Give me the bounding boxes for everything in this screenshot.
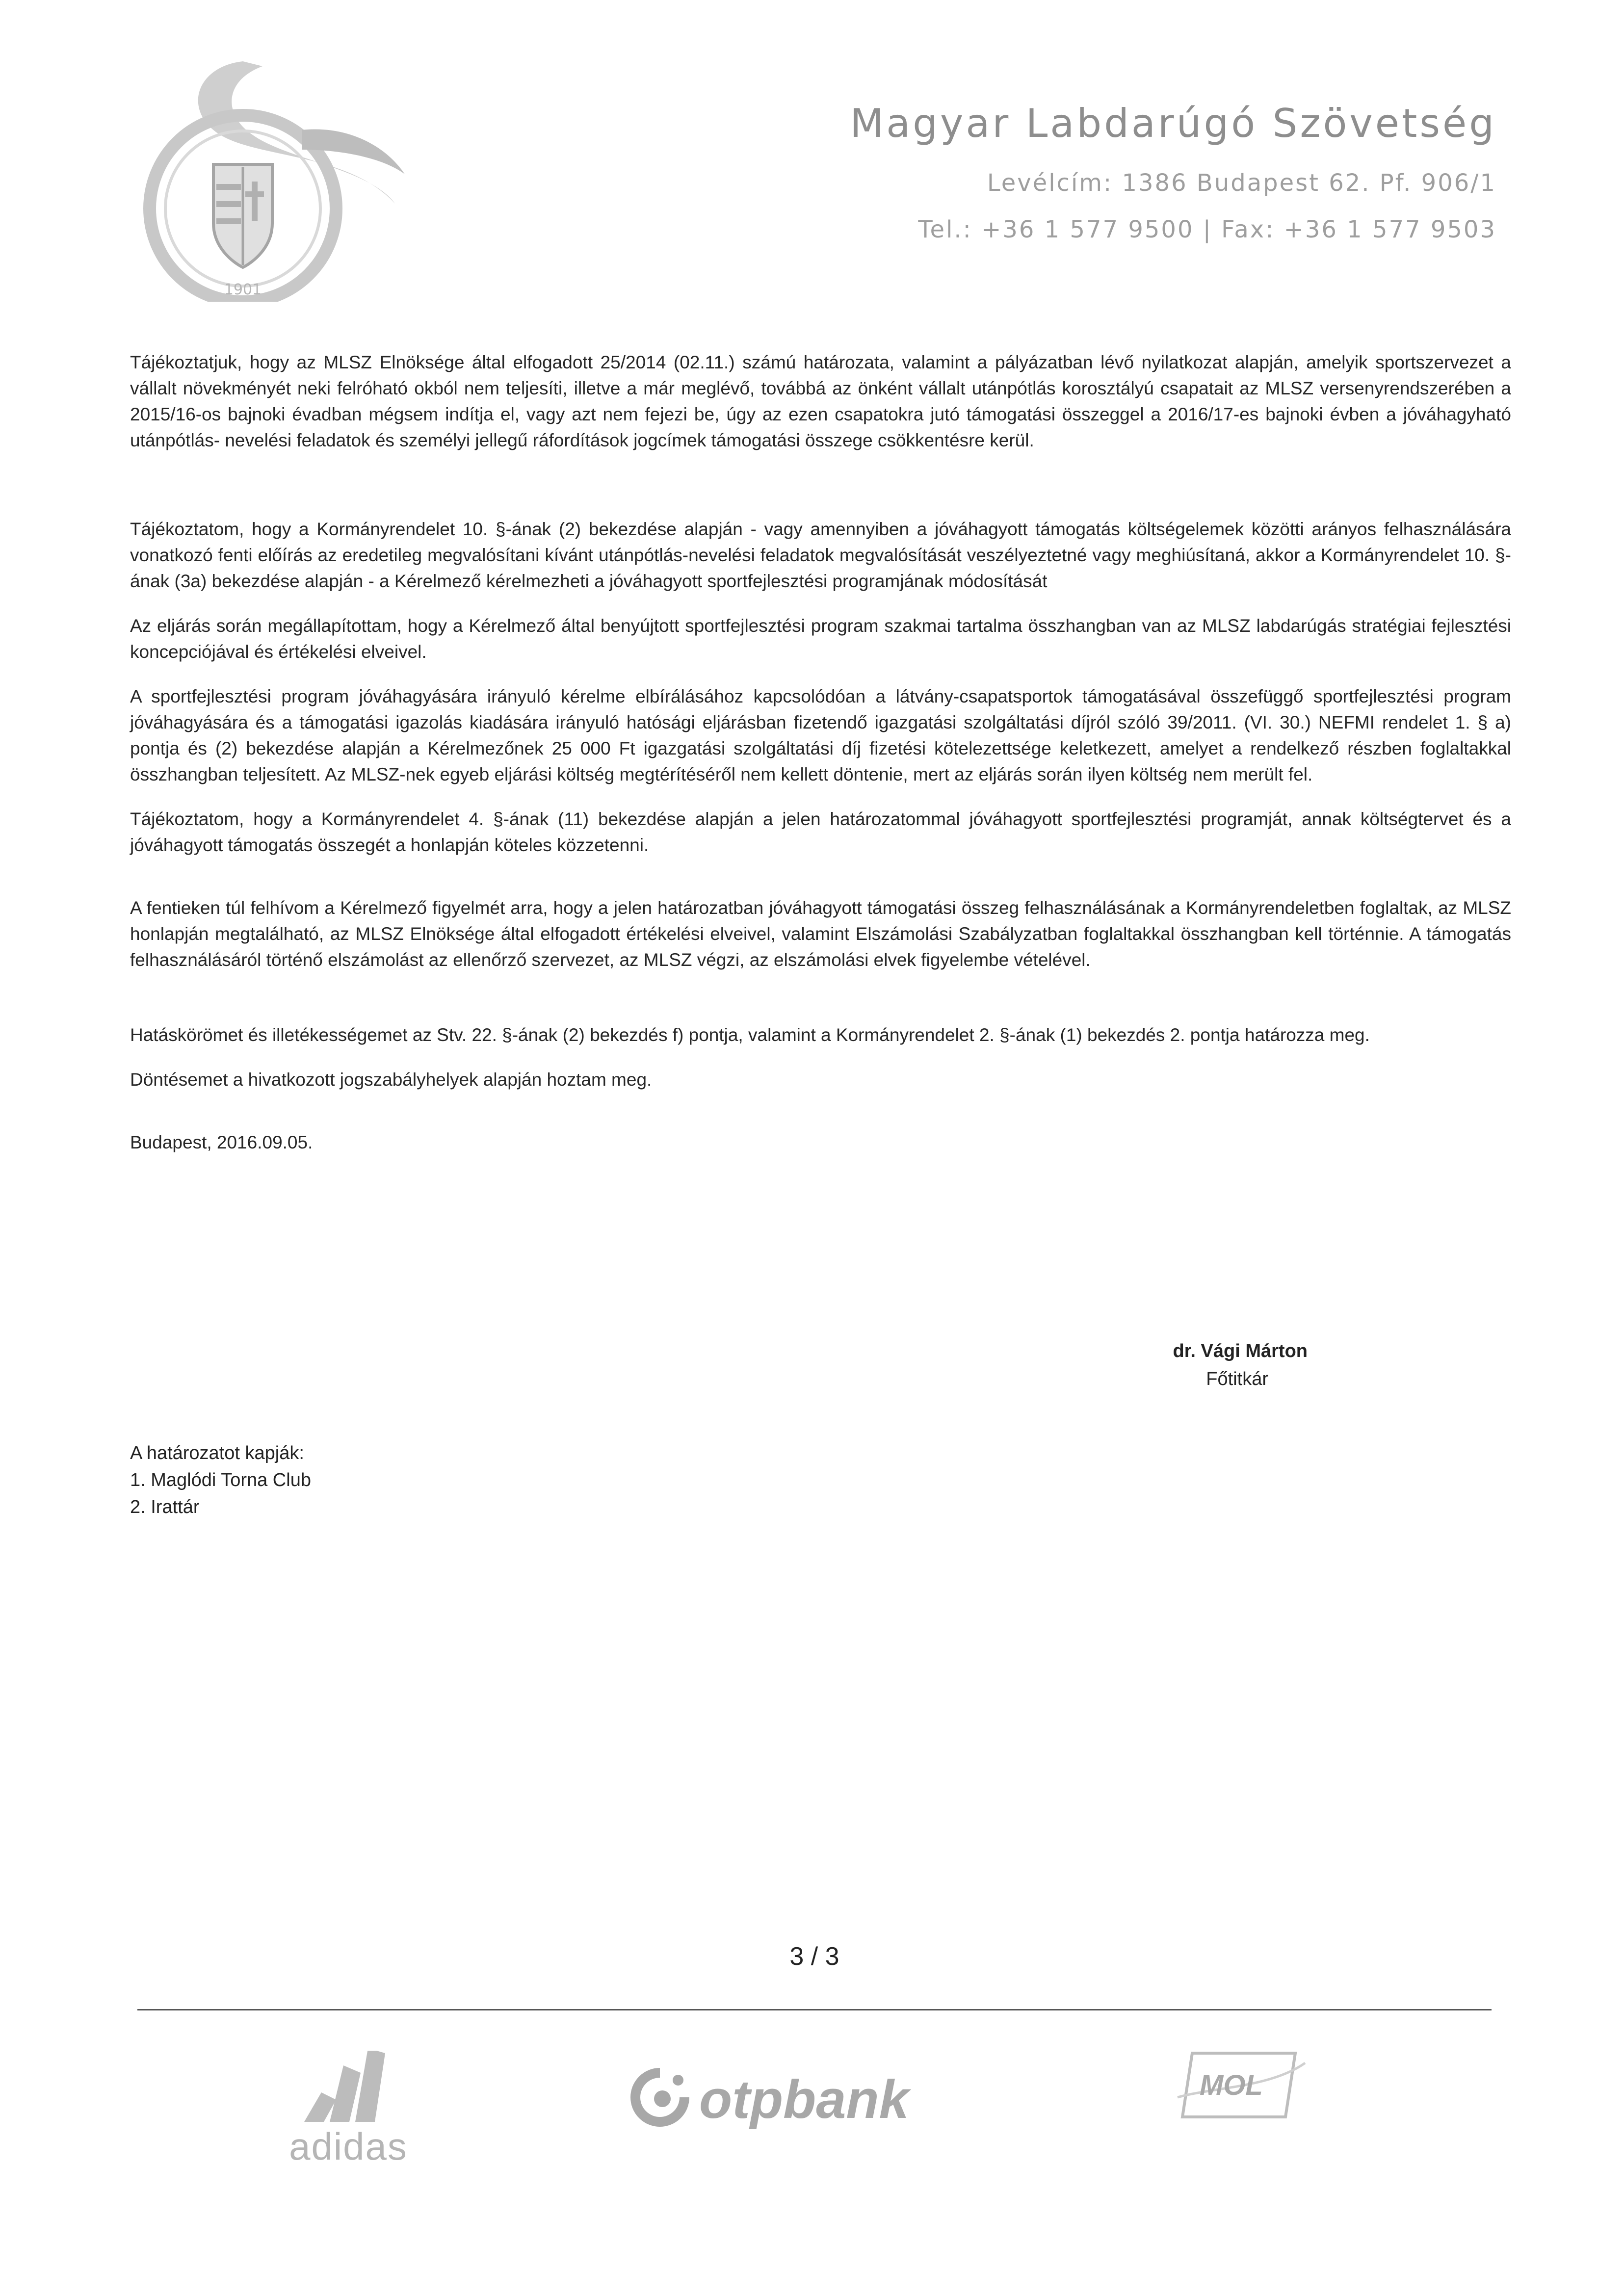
page-number: 3 / 3 — [789, 1942, 839, 1971]
date-line: Budapest, 2016.09.05. — [130, 1132, 313, 1152]
org-phone: Tel.: +36 1 577 9500 | Fax: +36 1 577 9503 — [918, 216, 1496, 243]
adidas-logo — [275, 2051, 422, 2168]
paragraph: A fentieken túl felhívom a Kérelmező figyelmét arra, hogy a jelen határozatban jóváhagyott támogatási összeg felhasználásának a Kormányrendeletben foglaltak, az MLSZ honlapján megtalálható, az MLSZ Elnöksége által elfogadott értékelési elveivel, valamint Elszámolási Szabályzatban foglaltakkal összhangban kell történnie. A támogatás felhasználásáról történő elszámolást az ellenőrző szervezet, az MLSZ végzi, az elszámolási elvek figyelembe vételével. — [130, 898, 1511, 970]
document-body — [130, 349, 1511, 1155]
paragraph: Az eljárás során megállapítottam, hogy a Kérelmező által benyújtott sportfejlesztési program szakmai tartalma összhangban van az MLSZ labdarúgás stratégiai fejlesztési koncepciójával és értékelési elveivel. — [130, 616, 1511, 662]
otp-wordmark: otpbank — [699, 2069, 909, 2130]
signatory-name: dr. Vági Márton — [1173, 1341, 1308, 1361]
svg-text:1901: 1901 — [224, 281, 262, 298]
paragraph: A sportfejlesztési program jóváhagyására irányuló kérelme elbírálásához kapcsolódóan a látvány-csapatsportok támogatásával összefüggő sportfejlesztési program jóváhagyására és a támogatási igazolás kiadására irányuló hatósági eljárásban fizetendő igazgatási szolgáltatási díjról szóló 39/2011. (VI. 30.) NEFMI rendelet 1. § a) pontja és (2) bekezdése alapján a Kérelmezőnek 25 000 Ft igazgatási szolgáltatási díj fizetési kötelezettsége keletkezett, amelyet a rendelkező részben foglaltakkal összhangban teljesített. Az MLSZ-nek egyeb eljárási költség megtérítéséről nem kellett döntenie, mert az eljárás során ilyen költség nem merült fel. — [130, 686, 1511, 784]
mol-wordmark: MOL — [1200, 2069, 1263, 2101]
recipients-list — [130, 1467, 311, 1521]
adidas-wordmark: adidas — [289, 2125, 408, 2168]
paragraph: Hatáskörömet és illetékességemet az Stv. 22. §-ának (2) bekezdés f) pontja, valamint a Kormányrendelet 2. §-ának (1) bekezdés 2. pontja határozza meg. — [130, 1025, 1370, 1045]
paragraph: Tájékoztatjuk, hogy az MLSZ Elnöksége által elfogadott 25/2014 (02.11.) számú határozata, valamint a pályázatban lévő nyilatkozat alapján, amelyik sportszervezet a vállalt növekményét neki felróható okból nem teljesíti, illetve a már meglévő, továbbá az önként vállalt utánpótlás korosztályú csapatait az MLSZ versenyrendszerében a 2015/16-os bajnoki évadban mégsem indítja el, vagy azt nem fejezi be, úgy az ezen csapatokra jutó támogatási összeggel a 2016/17-es bajnoki évben a jóváhagyható utánpótlás- nevelési feladatok és személyi jellegű ráfordítások jogcímek támogatási összege csökkentésre kerül. — [130, 352, 1511, 450]
org-address: Levélcím: 1386 Budapest 62. Pf. 906/1 — [987, 169, 1496, 197]
mlsz-logo — [140, 47, 415, 302]
list-item: 1. Maglódi Torna Club — [130, 1470, 311, 1490]
paragraph: Tájékoztatom, hogy a Kormányrendelet 10. §-ának (2) bekezdése alapján - vagy amennyiben a jóváhagyott támogatás költségelemek közötti arányos felhasználására vonatkozó fenti előírás az eredetileg megvalósítani kívánt utánpótlás-nevelési feladatok megvalósítását veszélyeztetné vagy meghiúsítaná, akkor a Kormányrendelet 10. §-ának (3a) bekezdése alapján - a Kérelmező kérelmezheti a jóváhagyott sportfejlesztési programjának módosítását — [130, 519, 1511, 591]
signatory-title: Főtitkár — [1206, 1369, 1268, 1389]
list-item: 2. Irattár — [130, 1497, 200, 1517]
org-name: Magyar Labdarúgó Szövetség — [850, 101, 1496, 146]
footer-divider — [137, 2009, 1492, 2010]
mol-logo — [1173, 2043, 1310, 2141]
recipients-block — [130, 1440, 311, 1521]
recipients-heading: A határozatot kapják: — [130, 1443, 304, 1463]
paragraph: Tájékoztatom, hogy a Kormányrendelet 4. §-ának (11) bekezdése alapján a jelen határozatommal jóváhagyott sportfejlesztési programját, annak költségtervet és a jóváhagyott támogatás összegét a honlapján köteles közzetenni. — [130, 809, 1511, 855]
otp-logo — [628, 2065, 932, 2134]
paragraph: Döntésemet a hivatkozott jogszabályhelyek alapján hoztam meg. — [130, 1070, 652, 1090]
